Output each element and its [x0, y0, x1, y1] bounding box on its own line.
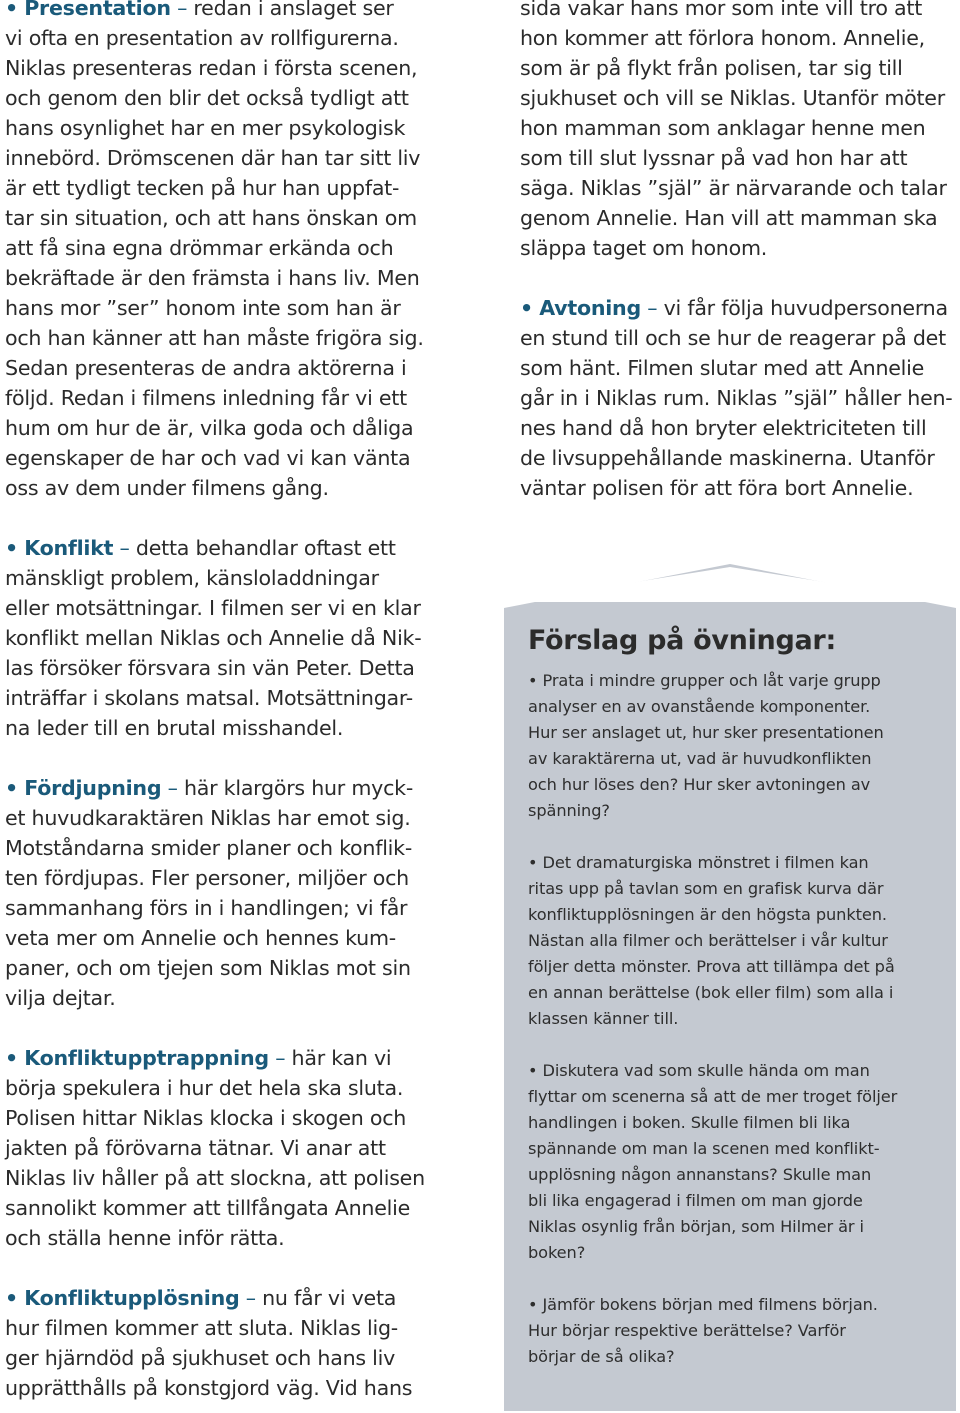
- body-line: är ett tydligt tecken på hur han uppfat-: [5, 176, 400, 200]
- body-line: Polisen hittar Niklas klocka i skogen och: [5, 1106, 407, 1130]
- tip-line: boken?: [528, 1243, 586, 1262]
- body-line: sammanhang förs in i handlingen; vi får: [5, 896, 408, 920]
- section-konfliktupptrappning: [5, 1043, 445, 1253]
- body-line: här klargörs hur myck-: [183, 776, 413, 800]
- body-line: jakten på förövarna tätnar. Vi anar att: [5, 1136, 386, 1160]
- exercise-box-body: [504, 608, 956, 1411]
- section-continuation: [520, 0, 960, 263]
- body-line: ger hjärndöd på sjukhuset och hans liv: [5, 1346, 396, 1370]
- body-line: veta mer om Annelie och hennes kum-: [5, 926, 396, 950]
- section-konflikt: [5, 533, 445, 743]
- tip-line: Niklas osynlig från början, som Hilmer är i: [528, 1217, 864, 1236]
- tip-line: Hur ser anslaget ut, hur sker presentationen: [528, 723, 884, 742]
- body-line: hon kommer att förlora honom. Annelie,: [520, 26, 925, 50]
- term-avtoning: Avtoning: [539, 296, 641, 320]
- tip-line: av karaktärerna ut, vad är huvudkonflikten: [528, 749, 872, 768]
- dash-icon: –: [275, 1046, 286, 1070]
- tip-line: Nästan alla filmer och berättelser i vår kultur: [528, 931, 888, 950]
- body-line: oss av dem under filmens gång.: [5, 476, 329, 500]
- exercise-box: [504, 562, 956, 1411]
- body-line: Sedan presenteras de andra aktörerna i: [5, 356, 407, 380]
- tip-line: • Prata i mindre grupper och låt varje grupp: [528, 671, 881, 690]
- term-presentation: Presentation: [24, 0, 171, 20]
- body-line: och genom den blir det också tydligt att: [5, 86, 409, 110]
- body-line: sannolikt kommer att tillfångata Annelie: [5, 1196, 411, 1220]
- body-line: upprätthålls på konstgjord väg. Vid hans: [5, 1376, 413, 1400]
- bullet-icon: •: [5, 776, 18, 800]
- tip-line: handlingen i boken. Skulle filmen bli lika: [528, 1113, 851, 1132]
- body-line: inträffar i skolans matsal. Motsättningar-: [5, 686, 413, 710]
- body-line: här kan vi: [291, 1046, 392, 1070]
- body-line: redan i anslaget ser: [193, 0, 394, 20]
- body-line: som till slut lyssnar på vad hon har att: [520, 146, 908, 170]
- body-line: hans osynlighet har en mer psykologisk: [5, 116, 406, 140]
- tip-line: flyttar om scenerna så att de mer troget följer: [528, 1087, 898, 1106]
- section-konfliktupplosning: [5, 1283, 445, 1403]
- body-line: väntar polisen för att föra bort Annelie.: [520, 476, 914, 500]
- body-line: nes hand då hon bryter elektriciteten till: [520, 416, 927, 440]
- body-line: las försöker försvara sin vän Peter. Detta: [5, 656, 415, 680]
- body-line: och ställa henne inför rätta.: [5, 1226, 285, 1250]
- body-line: detta behandlar oftast ett: [135, 536, 396, 560]
- tip-line: Hur börjar respektive berättelse? Varför: [528, 1321, 846, 1340]
- tip-line: följer detta mönster. Prova att tillämpa det på: [528, 957, 895, 976]
- body-line: eller motsättningar. I filmen ser vi en klar: [5, 596, 421, 620]
- box-roof-shape: [504, 562, 956, 610]
- left-column: [5, 0, 445, 1403]
- tip-line: börjar de så olika?: [528, 1347, 675, 1366]
- tip-line: • Diskutera vad som skulle hända om man: [528, 1061, 870, 1080]
- body-line: Niklas presenteras redan i första scenen,: [5, 56, 418, 80]
- tip-line: analyser en av ovanstående komponenter.: [528, 697, 871, 716]
- section-avtoning: [520, 293, 960, 503]
- body-line: följd. Redan i filmens inledning får vi ett: [5, 386, 407, 410]
- dash-icon: –: [167, 776, 178, 800]
- body-line: och han känner att han måste frigöra sig.: [5, 326, 424, 350]
- tip-line: upplösning någon annanstans? Skulle man: [528, 1165, 872, 1184]
- body-line: paner, och om tjejen som Niklas mot sin: [5, 956, 411, 980]
- bullet-icon: •: [5, 1286, 18, 1310]
- body-line: som är på flykt från polisen, tar sig till: [520, 56, 903, 80]
- right-column: [520, 0, 960, 503]
- body-line: sjukhuset och vill se Niklas. Utanför möter: [520, 86, 945, 110]
- tip-line: en annan berättelse (bok eller film) som alla i: [528, 983, 894, 1002]
- term-konflikt: Konflikt: [24, 536, 114, 560]
- body-line: sida vakar hans mor som inte vill tro att: [520, 0, 923, 20]
- body-line: hum om hur de är, vilka goda och dåliga: [5, 416, 414, 440]
- body-line: tar sin situation, och att hans önskan om: [5, 206, 417, 230]
- body-line: ten fördjupas. Fler personer, miljöer och: [5, 866, 409, 890]
- body-line: Niklas liv håller på att slockna, att polisen: [5, 1166, 425, 1190]
- dash-icon: –: [245, 1286, 256, 1310]
- term-fordjupning: Fördjupning: [24, 776, 162, 800]
- body-line: en stund till och se hur de reagerar på det: [520, 326, 946, 350]
- section-presentation: [5, 0, 445, 503]
- body-line: släppa taget om honom.: [520, 236, 768, 260]
- body-line: att få sina egna drömmar erkända och: [5, 236, 394, 260]
- body-line: vilja dejtar.: [5, 986, 116, 1010]
- body-line: säga. Niklas ”själ” är närvarande och talar: [520, 176, 947, 200]
- body-line: som hänt. Filmen slutar med att Annelie: [520, 356, 925, 380]
- section-fordjupning: [5, 773, 445, 1013]
- bullet-icon: •: [520, 296, 533, 320]
- body-line: bekräftade är den främsta i hans liv. Men: [5, 266, 420, 290]
- exercise-tip: [528, 668, 938, 824]
- tip-line: spänning?: [528, 801, 610, 820]
- body-line: hans mor ”ser” honom inte som han är: [5, 296, 401, 320]
- tip-line: • Det dramaturgiska mönstret i filmen kan: [528, 853, 869, 872]
- dash-icon: –: [177, 0, 188, 20]
- tip-line: bli lika engagerad i filmen om man gjorde: [528, 1191, 863, 1210]
- body-line: mänskligt problem, känsloladdningar: [5, 566, 379, 590]
- tip-line: klassen känner till.: [528, 1009, 679, 1028]
- exercise-tip: [528, 1058, 938, 1266]
- tip-line: ritas upp på tavlan som en grafisk kurva där: [528, 879, 884, 898]
- body-line: går in i Niklas rum. Niklas ”själ” håller hen-: [520, 386, 953, 410]
- tip-line: spännande om man la scenen med konflikt-: [528, 1139, 880, 1158]
- body-line: nu får vi veta: [262, 1286, 397, 1310]
- body-line: egenskaper de har och vad vi kan vänta: [5, 446, 411, 470]
- body-line: genom Annelie. Han vill att mamman ska: [520, 206, 938, 230]
- body-line: vi ofta en presentation av rollfigurerna.: [5, 26, 399, 50]
- body-line: hon mamman som anklagar henne men: [520, 116, 926, 140]
- body-line: börja spekulera i hur det hela ska sluta.: [5, 1076, 404, 1100]
- body-line: de livsuppehållande maskinerna. Utanför: [520, 446, 935, 470]
- body-line: et huvudkaraktären Niklas har emot sig.: [5, 806, 411, 830]
- bullet-icon: •: [5, 0, 18, 20]
- bullet-icon: •: [5, 1046, 18, 1070]
- tip-line: och hur löses den? Hur sker avtoningen av: [528, 775, 871, 794]
- term-konfliktupptrappning: Konfliktupptrappning: [24, 1046, 269, 1070]
- exercise-tip: [528, 1292, 938, 1370]
- tip-line: • Jämför bokens början med filmens början.: [528, 1295, 878, 1314]
- body-line: innebörd. Drömscenen där han tar sitt liv: [5, 146, 421, 170]
- dash-icon: –: [647, 296, 658, 320]
- body-line: hur filmen kommer att sluta. Niklas lig-: [5, 1316, 398, 1340]
- body-line: na leder till en brutal misshandel.: [5, 716, 344, 740]
- exercise-box-title: Förslag på övningar:: [528, 625, 836, 656]
- body-line: konflikt mellan Niklas och Annelie då Nik-: [5, 626, 422, 650]
- body-line: Motståndarna smider planer och konflik-: [5, 836, 413, 860]
- term-konfliktupplosning: Konfliktupplösning: [24, 1286, 240, 1310]
- tip-line: konfliktupplösningen är den högsta punkten.: [528, 905, 887, 924]
- exercise-tip: [528, 850, 938, 1032]
- body-line: vi får följa huvudpersonerna: [663, 296, 948, 320]
- dash-icon: –: [119, 536, 130, 560]
- bullet-icon: •: [5, 536, 18, 560]
